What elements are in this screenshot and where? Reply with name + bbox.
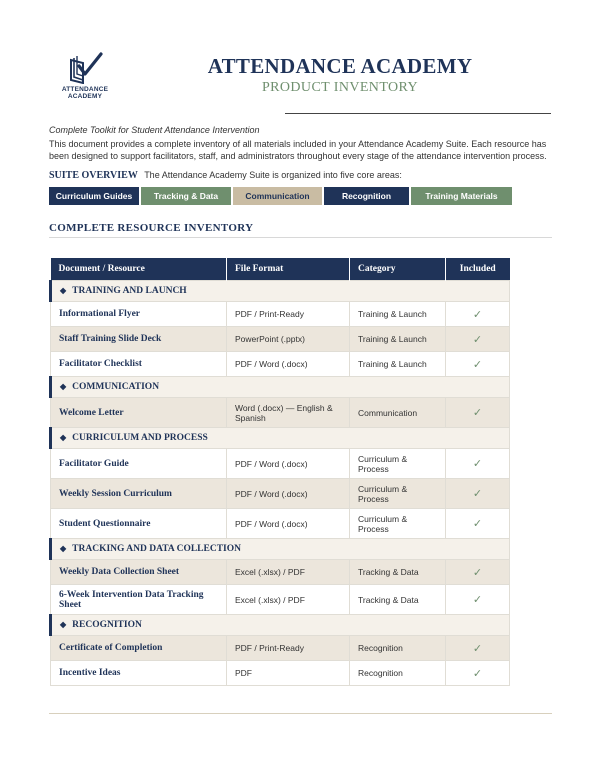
check-icon: ✓ [446,327,510,352]
resource-format: Excel (.xlsx) / PDF [227,585,350,615]
checkmark-book-icon [65,52,105,84]
resource-format: PDF / Word (.docx) [227,352,350,377]
table-row [51,661,510,686]
table-row [51,302,510,327]
chip-recognition: Recognition [324,187,409,205]
column-header: Included [446,258,510,281]
chip-training-materials: Training Materials [411,187,512,205]
column-header: Category [350,258,446,281]
suite-overview-label: SUITE OVERVIEW [49,170,138,181]
column-header: Document / Resource [51,258,227,281]
table-header-row [51,258,510,281]
diamond-icon: ◆ [60,433,67,442]
table-row [51,636,510,661]
chip-tracking-data: Tracking & Data [141,187,231,205]
core-area-chips [49,187,512,205]
resource-name: Facilitator Checklist [51,352,227,377]
check-icon: ✓ [446,560,510,585]
resource-format: PDF / Print-Ready [227,636,350,661]
footer-divider [49,713,552,714]
resource-name: Incentive Ideas [51,661,227,686]
resource-category: Recognition [350,661,446,686]
table-row [51,449,510,479]
suite-overview [49,170,402,181]
check-icon: ✓ [446,479,510,509]
table-row [51,352,510,377]
resource-inventory-table [49,258,510,686]
resource-name: 6-Week Intervention Data Tracking Sheet [51,585,227,615]
resource-category: Recognition [350,636,446,661]
group-row [51,377,510,398]
check-icon: ✓ [446,585,510,615]
resource-category: Curriculum & Process [350,449,446,479]
column-header: File Format [227,258,350,281]
resource-name: Weekly Data Collection Sheet [51,560,227,585]
group-row [51,281,510,302]
table-row [51,398,510,428]
diamond-icon: ◆ [60,382,67,391]
check-icon: ✓ [446,449,510,479]
check-icon: ✓ [446,352,510,377]
diamond-icon: ◆ [60,544,67,553]
resource-name: Welcome Letter [51,398,227,428]
header-divider [285,113,551,114]
chip-communication: Communication [233,187,322,205]
table-row [51,327,510,352]
resource-category: Tracking & Data [350,585,446,615]
check-icon: ✓ [446,398,510,428]
resource-name: Staff Training Slide Deck [51,327,227,352]
resource-format: PDF / Word (.docx) [227,479,350,509]
section-divider [49,237,552,238]
intro-body: This document provides a complete inventory of all materials included in your Attendance Academy Suite. Each resource has been designed to support facilitators, staff, and administrators throughout every stage of the attendance intervention process. [49,139,547,161]
group-label: TRACKING AND DATA COLLECTION [72,544,241,554]
check-icon: ✓ [446,509,510,539]
resource-format: Word (.docx) — English & Spanish [227,398,350,428]
resource-format: PDF [227,661,350,686]
resource-format: PowerPoint (.pptx) [227,327,350,352]
suite-overview-text: The Attendance Academy Suite is organized into five core areas: [144,170,402,180]
group-label: TRAINING AND LAUNCH [72,286,187,296]
group-row [51,428,510,449]
resource-category: Training & Launch [350,352,446,377]
chip-curriculum-guides: Curriculum Guides [49,187,139,205]
logo-line-1: ATTENDANCE [61,86,109,93]
resource-category: Training & Launch [350,327,446,352]
group-label: CURRICULUM AND PROCESS [72,433,208,443]
resource-category: Curriculum & Process [350,509,446,539]
resource-name: Certificate of Completion [51,636,227,661]
resource-name: Weekly Session Curriculum [51,479,227,509]
resource-category: Tracking & Data [350,560,446,585]
resource-category: Training & Launch [350,302,446,327]
group-label: RECOGNITION [72,620,142,630]
intro-title: Complete Toolkit for Student Attendance Intervention [49,125,260,135]
resource-name: Informational Flyer [51,302,227,327]
resource-name: Facilitator Guide [51,449,227,479]
resource-format: Excel (.xlsx) / PDF [227,560,350,585]
section-title: COMPLETE RESOURCE INVENTORY [49,222,254,234]
group-row [51,539,510,560]
check-icon: ✓ [446,636,510,661]
page-subtitle: PRODUCT INVENTORY [261,80,419,95]
table-row [51,509,510,539]
resource-format: PDF / Word (.docx) [227,449,350,479]
group-row [51,615,510,636]
logo-line-2: ACADEMY [67,93,103,100]
resource-format: PDF / Word (.docx) [227,509,350,539]
resource-format: PDF / Print-Ready [227,302,350,327]
group-label: COMMUNICATION [72,382,160,392]
resource-category: Communication [350,398,446,428]
table-row [51,479,510,509]
page-title: ATTENDANCE ACADEMY [207,54,473,78]
check-icon: ✓ [446,661,510,686]
resource-category: Curriculum & Process [350,479,446,509]
diamond-icon: ◆ [60,286,67,295]
table-row [51,585,510,615]
table-row [51,560,510,585]
logo [58,52,112,100]
diamond-icon: ◆ [60,620,67,629]
resource-name: Student Questionnaire [51,509,227,539]
check-icon: ✓ [446,302,510,327]
